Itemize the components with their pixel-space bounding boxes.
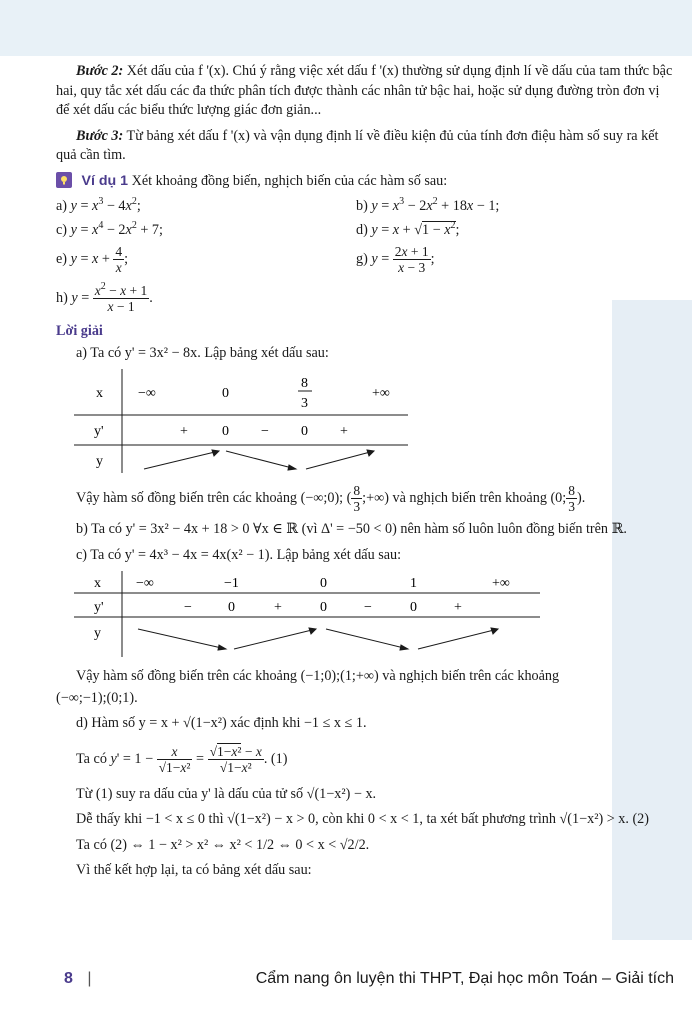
step-2-label: Bước 2: (76, 63, 124, 79)
tableC-x1: −1 (224, 576, 239, 591)
line-easy: Dễ thấy khi −1 < x ≤ 0 thì √(1−x²) − x > 0, còn khi 0 < x < 1, ta xét bất phương trình √(1−x²) > x. (2) (76, 811, 649, 827)
exercise-d: d) $y = x + √1 - x^2$; (356, 219, 460, 238)
sign-table-a (74, 369, 414, 473)
tableC-x2: 0 (320, 576, 327, 591)
svg-text:3: 3 (301, 396, 308, 411)
exercise-b: b) $y = x^3 - 2x^2 + 18x - 1$; (356, 196, 500, 214)
derivative-d: Ta có y' = 1 − $\frac{x}{\text{√1−x²}}$ = $\frac{\text{√1−x² − x}}{\text{√1−x²}}$ . (1) (76, 743, 288, 775)
exercise-a: a) $y = x^3 - 4x^2$; (56, 196, 141, 214)
exercise-e: e) y = x + $\frac{4}{x}$ ; (56, 244, 129, 275)
page-footer (64, 970, 674, 988)
lightbulb-icon (56, 172, 72, 188)
tableA-x2-frac (298, 376, 312, 411)
tableC-x3: 1 (410, 576, 417, 591)
tableA-x0: −∞ (138, 386, 156, 401)
conclusion-a: Vậy hàm số đồng biến trên các khoảng (−∞;0); ( $\frac{8}{3}$ ;+∞) và nghịch biến trên khoảng (0; $\frac{8}{3}$ ). (76, 483, 586, 514)
tableA-yp-label: y' (94, 424, 104, 439)
example-title: Ví dụ 1 (81, 172, 129, 189)
book-title: Cẩm nang ôn luyện thi THPT, Đại học môn Toán – Giải tích (255, 970, 674, 987)
line-combine: Vì thế kết hợp lại, ta có bảng xét dấu sau: (76, 862, 312, 878)
solution-label: Lời giải (56, 323, 103, 339)
line-from-1: Từ (1) suy ra dấu của y' là dấu của tử số √(1−x²) − x. (76, 785, 377, 802)
exercise-c: c) $y = x^4 - 2x^2 + 7$; (56, 219, 163, 238)
tableC-y-label: y (94, 626, 101, 641)
taco-label: Ta có (76, 750, 107, 767)
tableA-x3: +∞ (372, 386, 390, 401)
tableA-y-label: y (96, 454, 103, 469)
page-content (56, 62, 676, 887)
svg-text:8: 8 (301, 376, 308, 391)
page-number: 8 (64, 970, 73, 987)
part-d-text: d) Hàm số y = x + √(1−x²) xác định khi −1 ≤ x ≤ 1. (76, 715, 367, 731)
conclusion-c-line2: (−∞;−1);(0;1). (56, 689, 138, 706)
exercise-list (56, 197, 676, 314)
tableC-variation-arrows (138, 628, 498, 650)
step-3-paragraph (56, 127, 676, 166)
tableC-sign0: − (184, 600, 192, 615)
step-3-label: Bước 3: (76, 127, 124, 144)
example-intro: Xét khoảng đồng biến, nghịch biến của các hàm số sau: (131, 172, 448, 189)
part-c-text: c) Ta có y' = 4x³ − 4x = 4x(x² − 1). Lập bảng xét dấu sau: (76, 546, 402, 563)
tableC-x0: −∞ (136, 576, 154, 591)
part-b-text: b) Ta có y' = 3x² − 4x + 18 > 0 ∀x ∈ ℝ (vì Δ' = −50 < 0) nên hàm số luôn luôn đồng biến trên ℝ. (76, 521, 627, 537)
exercise-g: g) y = $\frac{2x + 1}{x - 3}$ ; (356, 244, 435, 275)
tableC-sign2: + (274, 600, 282, 615)
tableA-sign4: + (340, 424, 348, 439)
sign-table-a-graphic (74, 369, 414, 473)
top-band (0, 0, 692, 56)
step-2-paragraph (56, 62, 676, 121)
line-2: Ta có (2) ⇔ 1 − x² > x² ⇔ x² < 1/2 ⇔ 0 < x < √2/2. (76, 836, 370, 853)
tableA-sign1: 0 (222, 424, 229, 439)
tableA-variation-arrows (144, 450, 374, 470)
tableA-x-label: x (96, 386, 103, 401)
tableC-x4: +∞ (492, 576, 510, 591)
tableC-sign5: 0 (410, 600, 417, 615)
sign-table-c-graphic (74, 571, 544, 657)
tableA-sign2: − (261, 424, 269, 439)
footer-separator: | (87, 970, 92, 987)
conclusion-c-line1: Vậy hàm số đồng biến trên các khoảng (−1;0);(1;+∞) và nghịch biến trên các khoảng (76, 668, 560, 684)
tableC-sign6: + (454, 600, 462, 615)
tableC-sign4: − (364, 600, 372, 615)
step-3-text: Từ bảng xét dấu f '(x) và vận dụng định lí về điều kiện đủ của tính đơn điệu hàm số suy ra kết quả cần tìm. (56, 127, 659, 163)
eq1-tag: . (1) (263, 750, 288, 767)
tableC-x-label: x (94, 576, 101, 591)
part-a-text: a) Ta có y' = 3x² − 8x. Lập bảng xét dấu sau: (76, 344, 329, 361)
sign-table-c (74, 571, 544, 657)
conclusion-c (76, 667, 676, 687)
tableC-sign1: 0 (228, 600, 235, 615)
tableA-sign0: + (180, 424, 188, 439)
tableC-yp-label: y' (94, 600, 104, 615)
tableA-x1: 0 (222, 386, 229, 401)
tableA-sign3: 0 (301, 424, 308, 439)
example-heading (56, 172, 676, 192)
exercise-h: h) y = $\frac{x^2 - x + 1}{x - 1}$ . (56, 281, 153, 314)
step-2-text: Xét dấu của f '(x). Chú ý rằng việc xét dấu f '(x) thường sử dụng định lí về dấu của tam thức bậc hai, quy tắc xét dấu các đa thức phân tích được thành các nhân tử bậc hai, hoặc sử dụng đường tròn đơn vị để xét dấu các biểu thức lượng giác đơn giản... (56, 63, 673, 118)
tableC-sign3: 0 (320, 600, 327, 615)
